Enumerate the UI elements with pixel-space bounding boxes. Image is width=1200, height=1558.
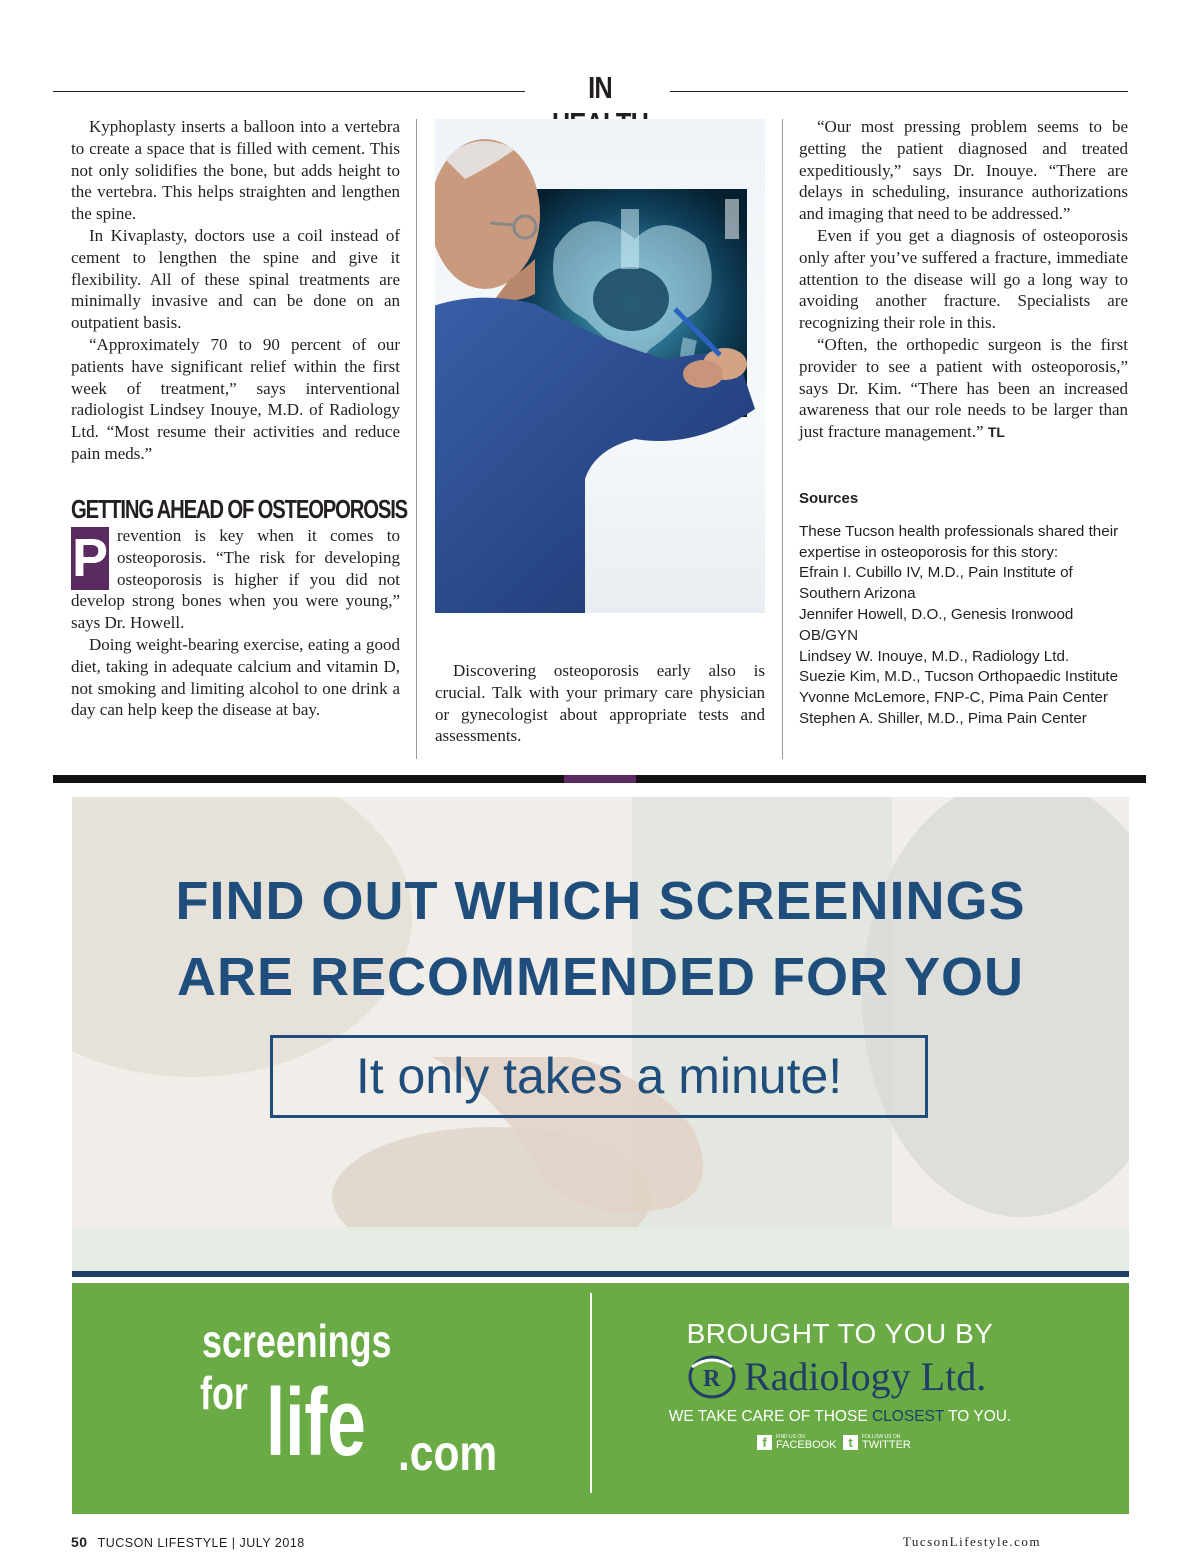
holding-hands-image	[72, 797, 1129, 1271]
source-item: Lindsey W. Inouye, M.D., Radiology Ltd.	[799, 647, 1070, 665]
radiology-emblem-icon	[686, 1353, 738, 1403]
paragraph: Discovering osteoporosis early also is crucial. Talk with your primary care physician or gynecologist about appropriate tests and assessments.	[435, 661, 765, 746]
twitter-link[interactable]	[843, 1434, 911, 1451]
header-rule-right	[670, 91, 1128, 92]
source-item: Jennifer Howell, D.O., Genesis Ironwood OB/GYN	[799, 605, 1074, 644]
logo-life: life	[266, 1369, 366, 1476]
ad-rule-accent	[564, 775, 636, 783]
page-footer-left: 50 TUCSON LIFESTYLE | JULY 2018	[71, 1534, 305, 1550]
svg-text:R: R	[703, 1366, 721, 1392]
source-item: Efrain I. Cubillo IV, M.D., Pain Institute of Southern Arizona	[799, 564, 1073, 603]
facebook-label: FACEBOOK	[776, 1439, 837, 1451]
column-2	[435, 660, 765, 747]
paragraph-text: revention is key when it comes to osteoporosis. “The risk for developing osteoporosis is higher if you did not develop strong bones when you were young,” says Dr. Howell.	[71, 526, 400, 633]
source-item: Stephen A. Shiller, M.D., Pima Pain Center	[799, 709, 1087, 727]
ad-divider	[590, 1293, 592, 1493]
paragraph: Doing weight-bearing exercise, eating a good diet, taking in adequate calcium and vitamin D, not smoking and limiting alcohol to one drink a day can help keep the disease at bay.	[71, 634, 400, 720]
twitter-icon: t	[843, 1435, 858, 1450]
twitter-small: FOLLOW US ON	[862, 1434, 901, 1440]
drop-cap: P	[71, 528, 109, 588]
paragraph	[799, 334, 1128, 444]
paragraph: In Kivaplasty, doctors use a coil instead of cement to lengthen the spine and give it flexibility. All of these spinal treatments are minimally invasive and can be done on an outpatient basis.	[71, 225, 400, 333]
xray-photo	[435, 119, 765, 613]
ad-headline-2: ARE RECOMMENDED FOR YOU	[176, 947, 1025, 1007]
paragraph-text: “Often, the orthopedic surgeon is the first provider to see a patient with osteoporosis,” says Dr. Kim. “There has been an increased awareness that our role needs to be larger than just fracture management.”	[799, 334, 1128, 442]
ad-background-photo	[72, 797, 1129, 1271]
column-1-top	[71, 116, 400, 465]
ad-callout-box: It only takes a minute!	[270, 1035, 928, 1118]
publication: TUCSON LIFESTYLE	[97, 1536, 228, 1550]
sources-box	[799, 489, 1129, 730]
logo-screenings: screenings	[202, 1315, 392, 1367]
brought-to-you-by: BROUGHT TO YOU BY	[686, 1318, 994, 1349]
header-rule-left	[53, 91, 525, 92]
tagline-part: WE TAKE CARE OF THOSE	[668, 1408, 872, 1425]
column-rule	[782, 119, 783, 759]
facebook-small: FIND US ON	[776, 1434, 805, 1440]
paragraph: Even if you get a diagnosis of osteoporosis only after you’ve suffered a fracture, immediate attention to the disease will go a long way to avoiding another fracture. Specialists are recognizing their role in this.	[799, 225, 1128, 333]
source-item: Suezie Kim, M.D., Tucson Orthopaedic Institute	[799, 668, 1119, 686]
site-url: TucsonLifestyle.com	[902, 1534, 1041, 1549]
page-number: 50	[71, 1534, 88, 1550]
column-3	[799, 116, 1128, 444]
facebook-icon: f	[757, 1435, 772, 1450]
paragraph: Kyphoplasty inserts a balloon into a vertebra to create a space that is filled with cement. This not only solidifies the bone, but adds height to the vertebra. This helps straighten and lengthen the spine.	[71, 117, 400, 224]
paragraph: “Approximately 70 to 90 percent of our patients have significant relief within the first week of treatment,” says interventional radiologist Lindsey Inouye, M.D. of Radiology Ltd. “Most resume their activities and reduce pain meds.”	[71, 334, 400, 463]
column-1-bottom	[71, 525, 400, 721]
brand-name: Radiology Ltd.	[744, 1354, 987, 1399]
subheading: GETTING AHEAD OF OSTEOPOROSIS	[71, 494, 408, 524]
end-mark: TL	[987, 424, 1005, 441]
paragraph: “Our most pressing problem seems to be getting the patient diagnosed and treated expeditiously,” says Dr. Inouye. “There are delays in scheduling, insurance authorizations and imaging that need to be addressed.”	[799, 117, 1128, 224]
twitter-label: TWITTER	[862, 1439, 911, 1451]
tagline	[620, 1408, 1060, 1426]
logo-dotcom: .com	[398, 1425, 498, 1481]
source-item: Yvonne McLemore, FNP-C, Pima Pain Center	[799, 689, 1108, 707]
radiology-logo	[686, 1353, 1016, 1403]
facebook-link[interactable]	[757, 1434, 837, 1451]
section-title: IN	[588, 70, 612, 105]
ad-headline-1: FIND OUT WHICH SCREENINGS	[175, 871, 1026, 931]
sources-intro: These Tucson health professionals shared their expertise in osteoporosis for this story:	[799, 522, 1119, 561]
doctor-xray-illustration	[435, 119, 765, 613]
column-rule	[416, 119, 417, 759]
tagline-part: TO YOU.	[944, 1408, 1012, 1425]
ad-navy-band	[72, 1271, 1129, 1277]
paragraph-dropcap	[71, 525, 400, 634]
issue-date: JULY 2018	[239, 1536, 305, 1550]
tagline-highlight: CLOSEST	[871, 1408, 945, 1425]
sources-heading: Sources	[799, 490, 859, 507]
logo-for: for	[200, 1367, 248, 1419]
